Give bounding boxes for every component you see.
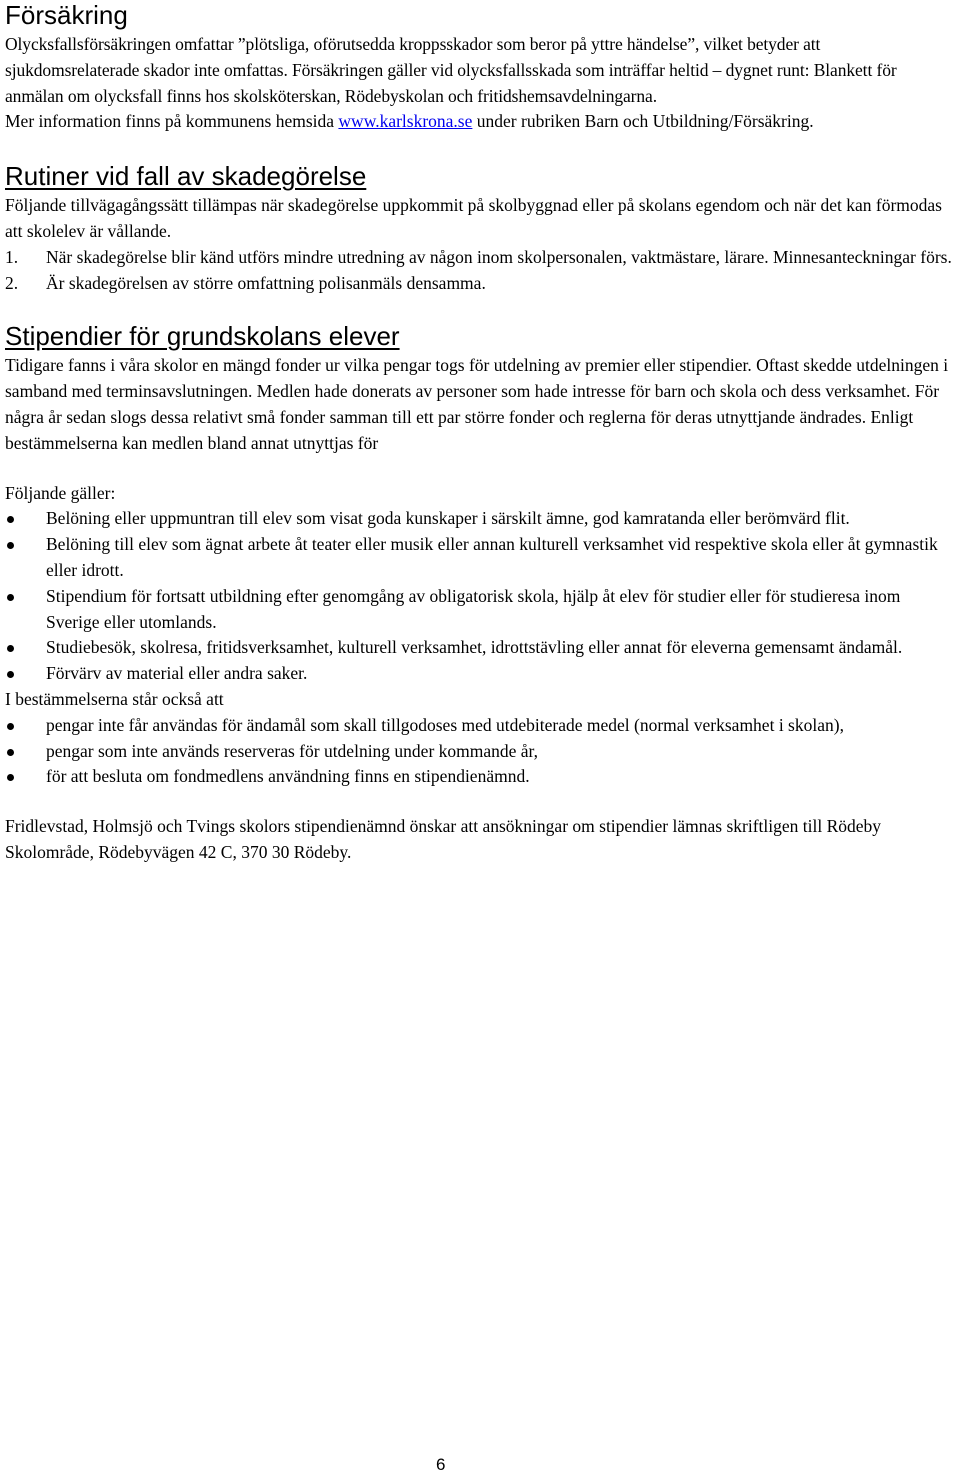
stipendier-following: Följande gäller:	[5, 482, 116, 503]
rutiner-step: 2. Är skadegörelsen av större omfattning polisanmäls densamma.	[5, 272, 486, 293]
list-item: Förvärv av material eller andra saker.	[5, 661, 955, 687]
list-item: pengar inte får användas för ändamål som skall tillgodoses med utdebiterade medel (normal verksamhet i skolan),	[5, 713, 955, 739]
more-info-text: Mer information finns på kommunens hemsida	[5, 111, 339, 132]
rutiner-steps	[5, 245, 955, 297]
list-item: Belöning till elev som ägnat arbete åt teater eller musik eller annan kulturell verksamhet vid respektive skola eller åt gymnastik eller idrott.	[5, 532, 955, 584]
karlskrona-link[interactable]: www.karlskrona.se	[338, 111, 473, 132]
forsakring-heading: Försäkring	[5, 0, 128, 30]
rutiner-step: 1. När skadegörelse blir känd utförs mindre utredning av någon inom skolpersonalen, vaktmästare, lärare. Minnesanteckningar förs.	[5, 246, 952, 267]
list-item: Studiebesök, skolresa, fritidsverksamhet, kulturell verksamhet, idrottstävling eller annat för eleverna gemensamt ändamål.	[5, 635, 955, 661]
stipendier-closing: Fridlevstad, Holmsjö och Tvings skolors stipendienämnd önskar att ansökningar om stipendier lämnas skriftligen till Rödeby Skolområde, Rödebyvägen 42 C, 370 30 Rödeby.	[5, 816, 882, 862]
forsakring-paragraph: Olycksfallsförsäkringen omfattar ”plötsliga, oförutsedda kroppsskador som beror på yttre händelse”, vilket betyder att sjukdomsrelaterade skador inte omfattas. Försäkringen gäller vid olycksfallsskada som inträffar heltid – dygnet runt: Blankett för anmälan om olycksfall finns hos skolsköterskan, Rödebyskolan och fritidshemsavdelningarna.	[5, 34, 897, 106]
forsakring-more-info	[5, 109, 955, 135]
rutiner-heading: Rutiner vid fall av skadegörelse	[5, 161, 367, 192]
list-item: för att besluta om fondmedlens användning finns en stipendienämnd.	[5, 764, 955, 790]
stipendier-heading: Stipendier för grundskolans elever	[5, 321, 400, 352]
more-info-text-after: under rubriken Barn och Utbildning/Försäkring.	[472, 111, 814, 132]
list-item: pengar som inte används reserveras för utdelning under kommande år,	[5, 739, 955, 765]
stipendier-also: I bestämmelserna står också att	[5, 688, 224, 709]
stipendier-rules	[5, 713, 955, 790]
page-number: 6	[436, 1455, 446, 1474]
stipendier-bullets	[5, 506, 955, 687]
list-item: Stipendium för fortsatt utbildning efter genomgång av obligatorisk skola, hjälp åt elev för studier eller för studieresa inom Sverige eller utomlands.	[5, 584, 955, 636]
stipendier-paragraph: Tidigare fanns i våra skolor en mängd fonder ur vilka pengar togs för utdelning av premier eller stipendier. Oftast skedde utdelningen i samband med terminsavslutningen. Medlen hade donerats av personer som hade intresse för barn och skola och dess verksamhet. För några år sedan slogs dessa relativt små fonder samman till ett par större fonder och reglerna för deras utnyttjande ändrades. Enligt bestämmelserna kan medlen bland annat utnyttjas för	[5, 355, 949, 453]
list-item: Belöning eller uppmuntran till elev som visat goda kunskaper i särskilt ämne, god kamratanda eller berömvärd flit.	[5, 506, 955, 532]
rutiner-intro: Följande tillvägagångssätt tillämpas när skadegörelse uppkommit på skolbyggnad eller på skolans egendom och när det kan förmodas att skolelev är vållande.	[5, 195, 942, 241]
document-page	[5, 0, 955, 866]
